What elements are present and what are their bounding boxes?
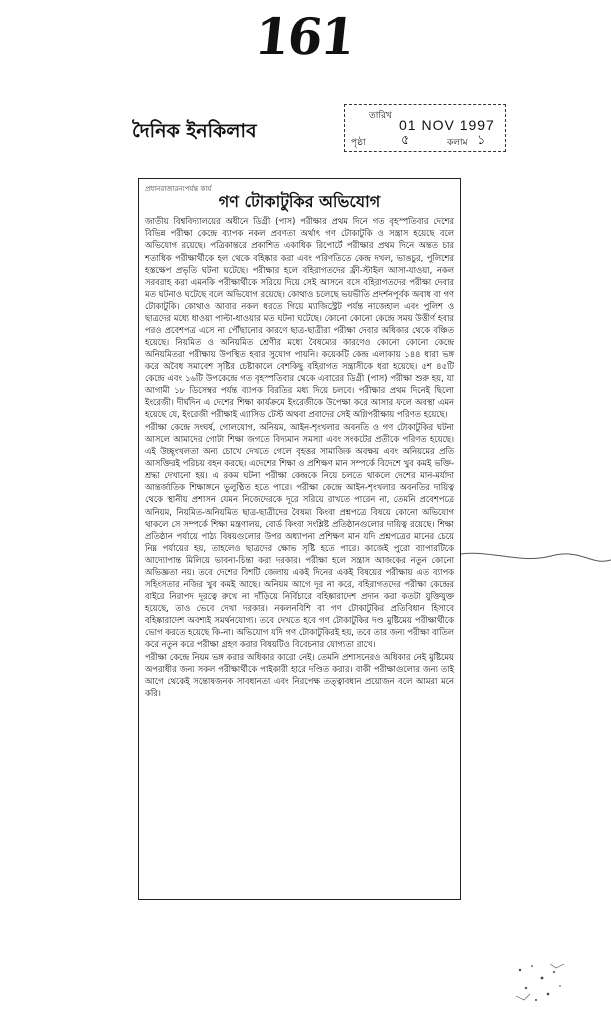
scan-noise-mark	[512, 960, 568, 1006]
paper-crease-mark	[461, 546, 611, 576]
handwritten-page-number: 161	[251, 7, 357, 66]
article-paragraph-2: পরীক্ষা কেন্দ্রে সংঘর্ষ, গোলযোগ, অনিয়ম, আইন-শৃংখলার অবনতি ও গণ টোকাটুকির ঘটনা আসলে আমাদের গোটা শিক্ষা জগতে বিদ্যমান সমস্যা এবং সংকটের প্রতীকে পরিণত হয়েছে। এই উচ্ছৃংখলতা অন্য চোখে দেখতে গেলে বৃহত্তর সামাজিক অবক্ষয় এবং অনিয়মের প্রতি আসক্তিরই পরিচয় বহন করছে। এদেশের শিক্ষা ও প্রশিক্ষণ মান সম্পর্কে বিদেশে খুব কমই ভক্তি-শ্রদ্ধা দেখানো হয়। এ রকম ঘটনা পরীক্ষা কেন্দ্রকে নিয়ে চলতে থাকলে দেশের মান-মর্যাদা আন্তর্জাতিক শিক্ষাঙ্গনে ভুলুণ্ঠিত হতে পারে। পরীক্ষা কেন্দ্রে আইন-শৃংখলার অবনতির দায়িত্ব থেকে স্থানীয় প্রশাসন যেমন নিজেদেরকে দূরে সরিয়ে রাখতে পারেন না, তেমনি প্রবেশপত্রে অনিয়ম, নিয়মিত-অনিয়মিত ছাত্র-ছাত্রীদের বৈষম্য কিংবা প্রশ্নপত্রে বিষয়ে কোনো অভিযোগ থাকলে সে সম্পর্কে শিক্ষা মন্ত্রণালয়, বোর্ড কিংবা সংশ্লিষ্ট প্রতিষ্ঠানগুলোর দায়িত্ব রয়েছে। শিক্ষা প্রতিষ্ঠান পর্যায়ে পাঠ্য বিষয়গুলোর উপর অধ্যাপনা প্রশিক্ষণ মান যদি প্রশ্নপত্রের মানের চেয়ে নিম্ন পর্যায়ের হয়, তাহলেও ছাত্রদের ক্ষোভ সৃষ্টি হতে পারে। কাজেই পুরো ব্যাপারটিকে আদ্যোপান্ত মিলিয়ে ভাবনা-চিন্তা করা দরকার। পরীক্ষা হলে সন্ত্রাস আজকের নতুন কোনো অভিজ্ঞতা নয়। তবে দেশের বিশটি জেলায় একই দিনের একই বিষয়ের পরীক্ষায় এত ব্যাপক সহিংসতার নজির খুব কমই আছে। অনিয়ম আগে দূর না করে, বহিরাগতদের পরীক্ষা কেন্দ্রের বাইরে নিরাপদ দূরত্বে রুখে না দাঁড়িয়ে নির্বিচারে বহিষ্কারাদেশ প্রদান করা কতটা যুক্তিযুক্ত হয়েছে, তাও ভেবে দেখা দরকার। নকলনবিশি বা গণ টোকাটুকির প্রতিবিধান হিসাবে বহিষ্কারাদেশ অবশ্যই সমর্থনযোগ্য। তবে দেখতে হবে গণ টোকাটুকির দণ্ড মুষ্টিমেয় পরীক্ষার্থীকে ভোগ করতে হয়েছে কি-না। অভিযোগ যদি গণ টোকাটুকিরই হয়, তবে তার জন্য পরীক্ষা বাতিল করে নতুন করে পরীক্ষা গ্রহণ করার বিষয়টিও বিবেচনার যোগ্যতা রাখে।	[145, 422, 454, 650]
stamp-page-value: ৫	[401, 133, 410, 148]
date-stamp	[344, 104, 506, 152]
clipping-top-strip: প্রধানরাজারন্যপর্যন্ত কার্য	[145, 185, 212, 192]
stamp-page-label: পৃষ্ঠা	[351, 138, 366, 148]
stamp-date-value: 01 NOV 1997	[399, 117, 495, 133]
stamp-date-label: তারিখ	[369, 111, 392, 121]
newspaper-name: দৈনিক ইনকিলাব	[132, 120, 257, 142]
article-headline: গণ টোকাটুকির অভিযোগ	[218, 192, 381, 211]
newspaper-clipping	[138, 178, 461, 900]
stamp-column-value: ১	[477, 133, 486, 148]
article-paragraph-3: পরীক্ষা কেন্দ্রে নিয়ম ভঙ্গ করার অধিকার কারো নেই। তেমনি প্রশাসনেরও অধিকার নেই মুষ্টিমেয় অপরাধীর জন্য সকল পরীক্ষার্থীকে পাইকারী হারে দণ্ডিত করার। বাকী পরীক্ষাগুলোর জন্য তাই আগে থেকেই সন্তোষজনক সাবধানতা এবং নিরপেক্ষ তত্ত্বাবধান প্রয়োজন বলে আমরা মনে করি।	[145, 652, 454, 699]
article-paragraph-1: জাতীয় বিশ্ববিদ্যালয়ের অধীনে ডিগ্রী (পাস) পরীক্ষার প্রথম দিনে গত বৃহস্পতিবার দেশের বিভিন্ন পরীক্ষা কেন্দ্রে ব্যাপক নকল প্রবণতা অর্থাৎ গণ টোকাটুকি ও সন্ত্রাস হয়েছে বলে অভিযোগ রয়েছে। পত্রিকান্তরে প্রকাশিত একাধিক রিপোর্টে পরীক্ষার প্রথম দিনে অন্তত চার শতাধিক পরীক্ষার্থীকে হল থেকে বহিষ্কার করা এবং পরিণতিতে কেন্দ্র দখল, ভাঙচুর, পুলিশের হস্তক্ষেপ প্রভৃতি ঘটনা ঘটেছে। পরীক্ষার হলে বহিরাগতদের ফ্রী-স্টাইল আসা-যাওয়া, নকল সরবরাহ করা এমনকি পরীক্ষার্থীকে সরিয়ে দিয়ে সেই আসনে বসে বহিরাগতদের পরীক্ষা দেবার মত ঘটনাও ঘটেছে বলে অভিযোগ রয়েছে। কোথাও চলেছে ভয়ভীতি প্রদর্শনপূর্বক অবাধ বা গণ টোকাটুকি। কোথাও আবার নকল ধরতে গিয়ে ম্যাজিস্ট্রেট পর্যন্ত নাজেহাল এবং পুলিশ ও ছাত্রদের মধ্যে ধাওয়া পাল্টা-ধাওয়ার মত ঘটনা ঘটেছে। কোনো কোনো কেন্দ্রে সময় উত্তীর্ণ হবার পরও প্রবেশপত্র এসে না পৌঁছানোর কারণে ছাত্র-ছাত্রীরা পরীক্ষা দেবার অধিকার থেকে বঞ্চিত হয়েছে। নিয়মিত ও অনিয়মিত শ্রেণীর মধ্যে বৈষম্যের কারণেও কোনো কোনো কেন্দ্রে অনিয়মিতরা পরীক্ষায় উপস্থিত হবার সুযোগ পায়নি। কয়েকটি কেন্দ্র এলাকায় ১৪৪ ধারা ভঙ্গ করে অবৈধ সমাবেশ সৃষ্টির চেষ্টাকালে বেশকিছু বহিরাগত সন্ত্রাসীকে ধরা হয়েছে। ৫শ ৪৫টি কেন্দ্রে এবং ১৬টি উপকেন্দ্রে গত বৃহস্পতিবার থেকে এবারের ডিগ্রী (পাস) পরীক্ষা শুরু হয়, যা আগামী ১৮ ডিসেম্বর পর্যন্ত ব্যাপক বিরতির মধ্য দিয়ে চলবে। পরীক্ষার প্রথম দিনেই ছিলো ইংরেজী। দীর্ঘদিন এ দেশের শিক্ষা কার্যক্রমে ইংরেজীকে উপেক্ষা করে আসার ফলে অবস্থা এমন হয়েছে যে, ইংরেজী পরীক্ষাই এ্যাসিড টেস্ট অথবা প্রবাদের সেই অগ্নিপরীক্ষায় পরিণত হয়েছে।	[145, 216, 455, 420]
stamp-column-label: কলাম	[447, 138, 468, 148]
